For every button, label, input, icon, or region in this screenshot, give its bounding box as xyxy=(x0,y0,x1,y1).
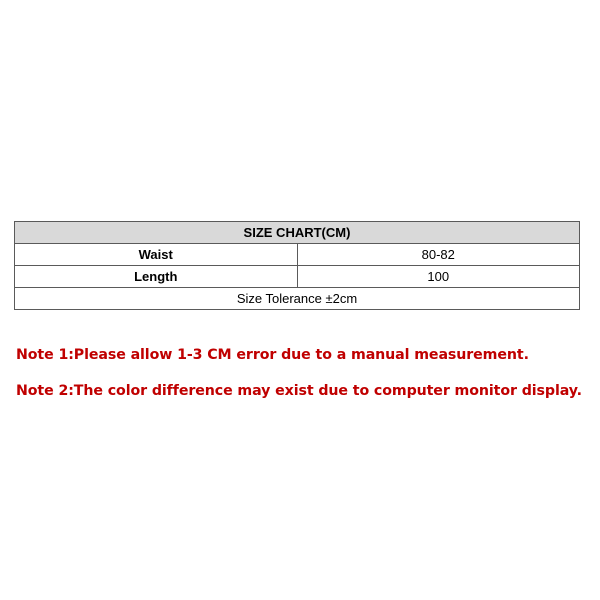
length-value: 100 xyxy=(297,266,580,288)
size-chart-table xyxy=(14,221,580,310)
size-chart-title: SIZE CHART(CM) xyxy=(15,222,580,244)
length-label: Length xyxy=(15,266,298,288)
table-row-waist xyxy=(15,244,580,266)
note-2: Note 2:The color difference may exist due to computer monitor display. xyxy=(16,383,582,399)
table-row-tolerance xyxy=(15,288,580,310)
waist-value: 80-82 xyxy=(297,244,580,266)
table-row-length xyxy=(15,266,580,288)
size-chart-header-row xyxy=(15,222,580,244)
waist-label: Waist xyxy=(15,244,298,266)
size-tolerance: Size Tolerance ±2cm xyxy=(15,288,580,310)
note-1: Note 1:Please allow 1-3 CM error due to a manual measurement. xyxy=(16,347,529,363)
